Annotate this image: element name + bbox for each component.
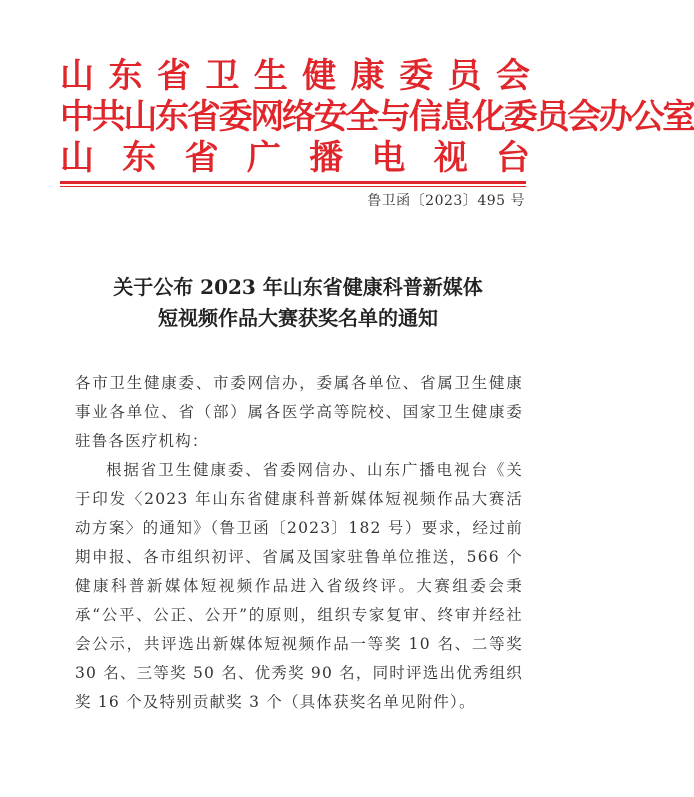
letterhead-char: 东 xyxy=(108,56,143,96)
letterhead-char: 生 xyxy=(253,56,288,96)
title-line-1: 关于公布 2023 年山东省健康科普新媒体 xyxy=(113,275,483,299)
title-line-2: 短视频作品大赛获奖名单的通知 xyxy=(158,306,438,330)
letterhead-char: 委 xyxy=(399,56,434,96)
letterhead-char: 会 xyxy=(495,56,530,96)
letterhead-line-cyberspace-office: 中共山东省委网络安全与信息化委员会办公室 xyxy=(60,97,694,137)
letterhead-divider-thin xyxy=(60,186,526,187)
document-body xyxy=(75,369,523,717)
addressee: 各市卫生健康委、市委网信办，委属各单位、省属卫生健康事业各单位、省（部）属各医学高等院校、国家卫生健康委驻鲁各医疗机构： xyxy=(75,374,523,450)
letterhead-line-broadcasting xyxy=(60,138,530,179)
letterhead-line-health-commission xyxy=(60,56,530,97)
letterhead-char: 电 xyxy=(371,138,406,178)
letterhead-char: 省 xyxy=(156,56,191,96)
letterhead-char: 视 xyxy=(433,138,468,178)
document-title xyxy=(0,272,596,334)
letterhead-char: 山 xyxy=(60,138,94,178)
letterhead-char: 健 xyxy=(302,56,337,96)
letterhead-char: 卫 xyxy=(205,56,240,96)
letterhead xyxy=(60,56,694,179)
letterhead-char: 广 xyxy=(246,138,281,178)
letterhead-char: 播 xyxy=(309,138,344,178)
letterhead-char: 台 xyxy=(495,138,530,178)
letterhead-divider-thick xyxy=(60,181,526,184)
body-paragraph: 根据省卫生健康委、省委网信办、山东广播电视台《关于印发〈2023 年山东省健康科普新媒体短视频作品大赛活动方案〉的通知》（鲁卫函〔2023〕182 号）要求，经过前期申报、各市组织初评、省属及国家驻鲁单位推送，566 个健康科普新媒体短视频作品进入省级终评。大赛组委会秉承“公平、公正、公开”的原则，组织专家复审、终审并经社会公示，共评选出新媒体短视频作品一等奖 10 名、二等奖 30 名、三等奖 50 名、优秀奖 90 名，同时评选出优秀组织奖 16 个及特别贡献奖 3 个（具体获奖名单见附件）。 xyxy=(75,461,523,711)
letterhead-char: 山 xyxy=(60,56,94,96)
letterhead-char: 东 xyxy=(122,138,157,178)
letterhead-char: 员 xyxy=(447,56,482,96)
document-number: 鲁卫函〔2023〕495 号 xyxy=(367,193,525,209)
letterhead-char: 康 xyxy=(350,56,385,96)
letterhead-char: 省 xyxy=(184,138,219,178)
